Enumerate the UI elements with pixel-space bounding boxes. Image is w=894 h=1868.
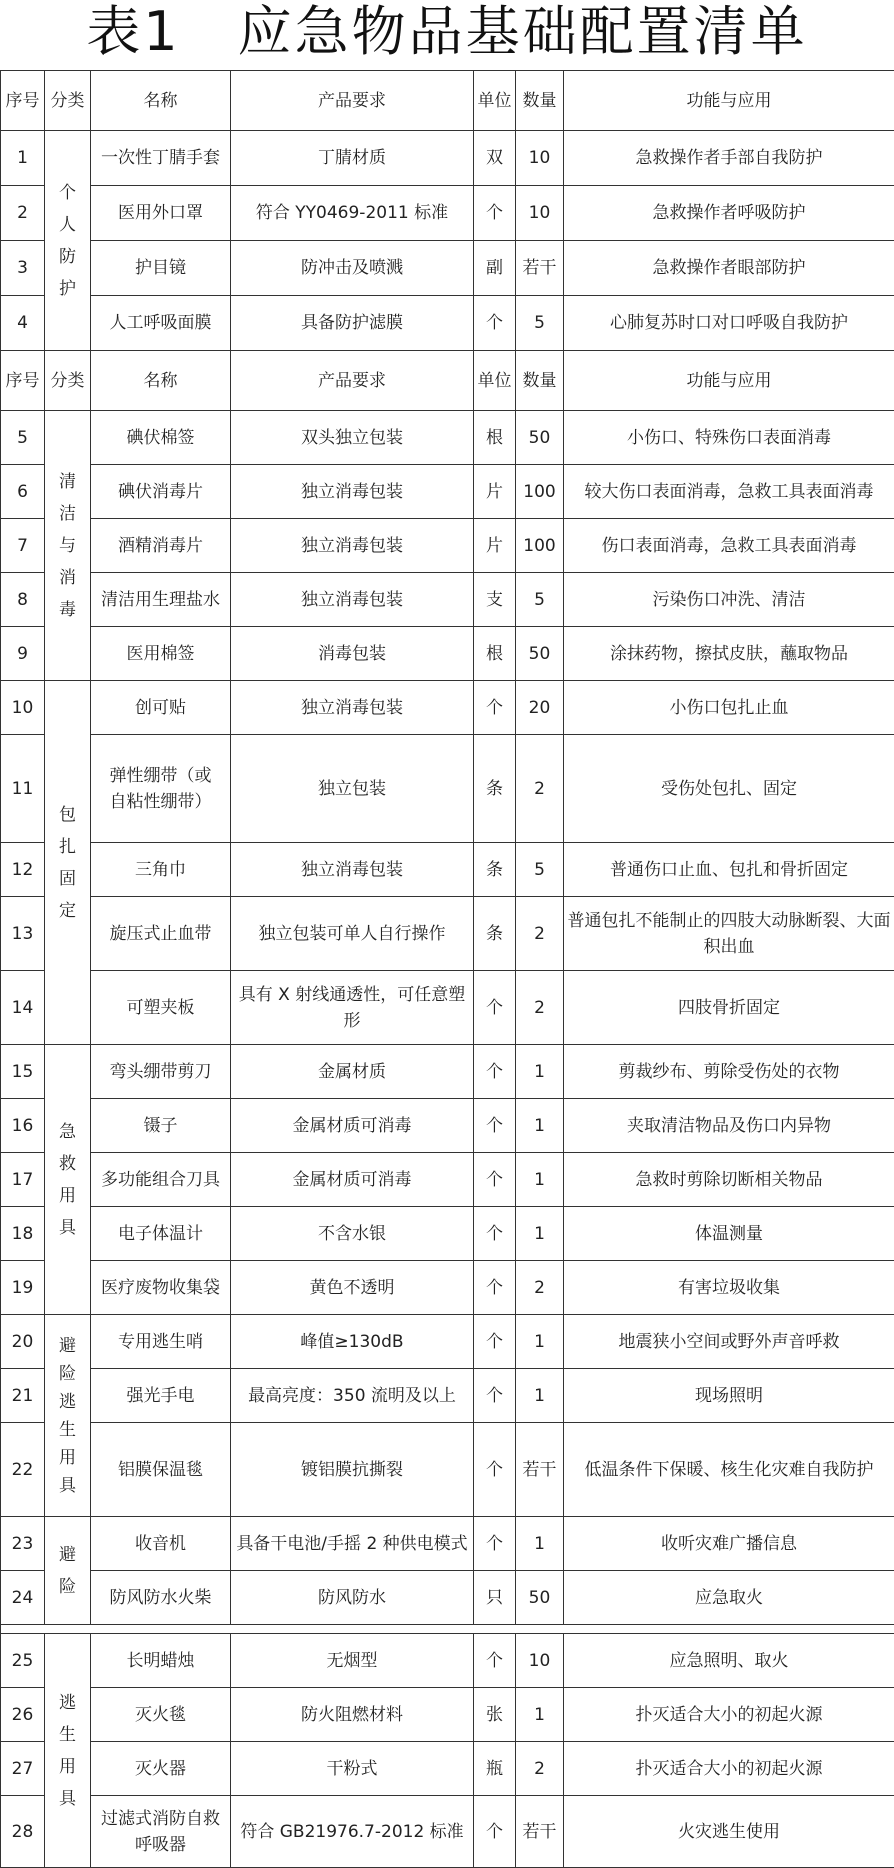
- cell-function: 现场照明: [564, 1369, 894, 1423]
- cell-quantity: 5: [516, 296, 564, 351]
- cell-no: 3: [1, 241, 45, 296]
- cell-function: 急救时剪除切断相关物品: [564, 1153, 894, 1207]
- table-row: [1, 1261, 894, 1315]
- cell-no: 2: [1, 186, 45, 241]
- cell-quantity: 5: [516, 843, 564, 897]
- cell-unit: 条: [474, 735, 516, 843]
- cell-unit: 条: [474, 897, 516, 971]
- category-escape-tools: [45, 1315, 91, 1517]
- table-row: [1, 519, 894, 573]
- cell-function: 受伤处包扎、固定: [564, 735, 894, 843]
- cell-quantity: 1: [516, 1207, 564, 1261]
- cell-no: 16: [1, 1099, 45, 1153]
- cell-function: 四肢骨折固定: [564, 971, 894, 1045]
- header-unit: 单位: [474, 351, 516, 411]
- cell-no: 1: [1, 131, 45, 186]
- cell-quantity: 10: [516, 1634, 564, 1688]
- cell-function: 夹取清洁物品及伤口内异物: [564, 1099, 894, 1153]
- cell-requirement: 镀铝膜抗撕裂: [231, 1423, 474, 1517]
- header-requirement: 产品要求: [231, 71, 474, 131]
- cell-name: 医用外口罩: [91, 186, 231, 241]
- table-row: [1, 1688, 894, 1742]
- cell-requirement: 独立包装可单人自行操作: [231, 897, 474, 971]
- cell-unit: 个: [474, 1423, 516, 1517]
- cell-quantity: 2: [516, 897, 564, 971]
- table-row: [1, 411, 894, 465]
- cell-unit: 个: [474, 971, 516, 1045]
- table-row: [1, 971, 894, 1045]
- cell-requirement: 独立消毒包装: [231, 681, 474, 735]
- cell-function: 地震狭小空间或野外声音呼救: [564, 1315, 894, 1369]
- cell-unit: 个: [474, 1207, 516, 1261]
- table-row: [1, 735, 894, 843]
- cell-unit: 个: [474, 1153, 516, 1207]
- cell-name: 清洁用生理盐水: [91, 573, 231, 627]
- cell-unit: 双: [474, 131, 516, 186]
- cell-name: 铝膜保温毯: [91, 1423, 231, 1517]
- cell-function: 小伤口、特殊伤口表面消毒: [564, 411, 894, 465]
- cell-no: 7: [1, 519, 45, 573]
- cell-name: 护目镜: [91, 241, 231, 296]
- cell-no: 26: [1, 1688, 45, 1742]
- cell-quantity: 100: [516, 465, 564, 519]
- category-first-aid-tools: [45, 1045, 91, 1315]
- cell-quantity: 2: [516, 971, 564, 1045]
- cell-no: 11: [1, 735, 45, 843]
- header-function: 功能与应用: [564, 351, 894, 411]
- category-label: 急救用具: [58, 1116, 77, 1244]
- cell-no: 18: [1, 1207, 45, 1261]
- cell-function: 急救操作者眼部防护: [564, 241, 894, 296]
- cell-requirement: 无烟型: [231, 1634, 474, 1688]
- category-label: 清洁与消毒: [58, 466, 77, 626]
- cell-unit: 张: [474, 1688, 516, 1742]
- cell-requirement: 防冲击及喷溅: [231, 241, 474, 296]
- cell-unit: 个: [474, 1517, 516, 1571]
- cell-no: 28: [1, 1796, 45, 1868]
- cell-requirement: 独立消毒包装: [231, 465, 474, 519]
- cell-no: 27: [1, 1742, 45, 1796]
- cell-name: 碘伏消毒片: [91, 465, 231, 519]
- cell-name: 多功能组合刀具: [91, 1153, 231, 1207]
- cell-function: 扑灭适合大小的初起火源: [564, 1742, 894, 1796]
- cell-name: 灭火毯: [91, 1688, 231, 1742]
- cell-quantity: 10: [516, 186, 564, 241]
- cell-function: 应急取火: [564, 1571, 894, 1625]
- cell-quantity: 5: [516, 573, 564, 627]
- cell-requirement: 消毒包装: [231, 627, 474, 681]
- cell-requirement: 金属材质: [231, 1045, 474, 1099]
- cell-name: 医用棉签: [91, 627, 231, 681]
- cell-quantity: 50: [516, 411, 564, 465]
- header-quantity: 数量: [516, 71, 564, 131]
- cell-quantity: 1: [516, 1517, 564, 1571]
- cell-quantity: 1: [516, 1045, 564, 1099]
- supply-table: [0, 70, 894, 1868]
- cell-quantity: 1: [516, 1153, 564, 1207]
- cell-name: 镊子: [91, 1099, 231, 1153]
- category-label: 包扎固定: [58, 799, 77, 927]
- cell-unit: 个: [474, 681, 516, 735]
- category-label: 个人防护: [58, 177, 77, 305]
- cell-quantity: 100: [516, 519, 564, 573]
- cell-quantity: 1: [516, 1369, 564, 1423]
- header-no: 序号: [1, 351, 45, 411]
- cell-requirement: 金属材质可消毒: [231, 1153, 474, 1207]
- category-label: 逃生用具: [58, 1687, 77, 1815]
- cell-function: 伤口表面消毒，急救工具表面消毒: [564, 519, 894, 573]
- cell-name: 旋压式止血带: [91, 897, 231, 971]
- cell-no: 23: [1, 1517, 45, 1571]
- cell-function: 扑灭适合大小的初起火源: [564, 1688, 894, 1742]
- cell-no: 17: [1, 1153, 45, 1207]
- cell-function: 小伤口包扎止血: [564, 681, 894, 735]
- cell-unit: 个: [474, 1634, 516, 1688]
- table-row: [1, 296, 894, 351]
- table-row: [1, 1369, 894, 1423]
- cell-no: 21: [1, 1369, 45, 1423]
- cell-name: 弹性绷带（或自粘性绷带）: [91, 735, 231, 843]
- cell-name: 强光手电: [91, 1369, 231, 1423]
- cell-quantity: 50: [516, 1571, 564, 1625]
- header-name: 名称: [91, 71, 231, 131]
- header-no: 序号: [1, 71, 45, 131]
- table-row: [1, 627, 894, 681]
- table-row: [1, 241, 894, 296]
- cell-unit: 只: [474, 1571, 516, 1625]
- cell-no: 20: [1, 1315, 45, 1369]
- cell-requirement: 独立包装: [231, 735, 474, 843]
- cell-unit: 个: [474, 1261, 516, 1315]
- cell-unit: 片: [474, 465, 516, 519]
- table-row: [1, 1571, 894, 1625]
- cell-name: 一次性丁腈手套: [91, 131, 231, 186]
- cell-name: 酒精消毒片: [91, 519, 231, 573]
- cell-requirement: 不含水银: [231, 1207, 474, 1261]
- header-row: [1, 71, 894, 131]
- header-name: 名称: [91, 351, 231, 411]
- table-row: [1, 1742, 894, 1796]
- cell-no: 24: [1, 1571, 45, 1625]
- cell-name: 人工呼吸面膜: [91, 296, 231, 351]
- cell-no: 12: [1, 843, 45, 897]
- cell-unit: 根: [474, 411, 516, 465]
- cell-quantity: 2: [516, 1742, 564, 1796]
- header-requirement: 产品要求: [231, 351, 474, 411]
- cell-requirement: 独立消毒包装: [231, 573, 474, 627]
- cell-unit: 片: [474, 519, 516, 573]
- cell-no: 22: [1, 1423, 45, 1517]
- cell-quantity: 1: [516, 1315, 564, 1369]
- table-row: [1, 1045, 894, 1099]
- cell-unit: 瓶: [474, 1742, 516, 1796]
- table-row: [1, 465, 894, 519]
- cell-name: 专用逃生哨: [91, 1315, 231, 1369]
- cell-requirement: 独立消毒包装: [231, 519, 474, 573]
- cell-name: 电子体温计: [91, 1207, 231, 1261]
- cell-no: 4: [1, 296, 45, 351]
- table-row: [1, 573, 894, 627]
- cell-quantity: 2: [516, 735, 564, 843]
- cell-quantity: 1: [516, 1099, 564, 1153]
- cell-unit: 个: [474, 1099, 516, 1153]
- category-label: 避险: [58, 1539, 77, 1603]
- cell-name: 创可贴: [91, 681, 231, 735]
- table-row: [1, 1315, 894, 1369]
- cell-unit: 个: [474, 1315, 516, 1369]
- cell-function: 体温测量: [564, 1207, 894, 1261]
- cell-quantity: 50: [516, 627, 564, 681]
- cell-function: 火灾逃生使用: [564, 1796, 894, 1868]
- cell-function: 低温条件下保暖、核生化灾难自我防护: [564, 1423, 894, 1517]
- cell-name: 长明蜡烛: [91, 1634, 231, 1688]
- cell-unit: 条: [474, 843, 516, 897]
- category-cleaning: [45, 411, 91, 681]
- cell-name: 收音机: [91, 1517, 231, 1571]
- cell-unit: 副: [474, 241, 516, 296]
- cell-no: 5: [1, 411, 45, 465]
- table-row: [1, 1634, 894, 1688]
- category-escape: [45, 1517, 91, 1625]
- cell-no: 13: [1, 897, 45, 971]
- cell-function: 涂抹药物，擦拭皮肤，蘸取物品: [564, 627, 894, 681]
- cell-quantity: 若干: [516, 1796, 564, 1868]
- cell-requirement: 丁腈材质: [231, 131, 474, 186]
- cell-quantity: 10: [516, 131, 564, 186]
- cell-function: 较大伤口表面消毒，急救工具表面消毒: [564, 465, 894, 519]
- cell-requirement: 符合 GB21976.7-2012 标准: [231, 1796, 474, 1868]
- header-function: 功能与应用: [564, 71, 894, 131]
- cell-quantity: 2: [516, 1261, 564, 1315]
- header-category: 分类: [45, 351, 91, 411]
- cell-unit: 根: [474, 627, 516, 681]
- table-row: [1, 843, 894, 897]
- cell-requirement: 峰值≥130dB: [231, 1315, 474, 1369]
- cell-unit: 个: [474, 296, 516, 351]
- cell-unit: 个: [474, 1045, 516, 1099]
- cell-function: 急救操作者呼吸防护: [564, 186, 894, 241]
- cell-requirement: 独立消毒包装: [231, 843, 474, 897]
- cell-quantity: 若干: [516, 1423, 564, 1517]
- table-row: [1, 1423, 894, 1517]
- table-row: [1, 186, 894, 241]
- cell-no: 19: [1, 1261, 45, 1315]
- cell-requirement: 最高亮度：350 流明及以上: [231, 1369, 474, 1423]
- cell-name: 三角巾: [91, 843, 231, 897]
- table-row: [1, 1207, 894, 1261]
- cell-requirement: 黄色不透明: [231, 1261, 474, 1315]
- table-row: [1, 681, 894, 735]
- cell-quantity: 1: [516, 1688, 564, 1742]
- cell-function: 普通伤口止血、包扎和骨折固定: [564, 843, 894, 897]
- cell-quantity: 若干: [516, 241, 564, 296]
- cell-requirement: 具备防护滤膜: [231, 296, 474, 351]
- cell-function: 心肺复苏时口对口呼吸自我防护: [564, 296, 894, 351]
- cell-requirement: 防风防水: [231, 1571, 474, 1625]
- category-bandaging: [45, 681, 91, 1045]
- cell-name: 弯头绷带剪刀: [91, 1045, 231, 1099]
- cell-name: 过滤式消防自救呼吸器: [91, 1796, 231, 1868]
- cell-no: 10: [1, 681, 45, 735]
- cell-unit: 个: [474, 186, 516, 241]
- cell-requirement: 双头独立包装: [231, 411, 474, 465]
- table-row: [1, 897, 894, 971]
- category-personal-protection: [45, 131, 91, 351]
- table-row: [1, 1153, 894, 1207]
- table-row: [1, 1796, 894, 1868]
- cell-function: 收听灾难广播信息: [564, 1517, 894, 1571]
- table-row: [1, 131, 894, 186]
- cell-requirement: 符合 YY0469-2011 标准: [231, 186, 474, 241]
- cell-unit: 支: [474, 573, 516, 627]
- header-unit: 单位: [474, 71, 516, 131]
- category-escape-tools-2: [45, 1634, 91, 1868]
- table-row: [1, 1099, 894, 1153]
- table-gap: [1, 1625, 894, 1634]
- cell-function: 有害垃圾收集: [564, 1261, 894, 1315]
- cell-no: 15: [1, 1045, 45, 1099]
- cell-name: 可塑夹板: [91, 971, 231, 1045]
- cell-name: 碘伏棉签: [91, 411, 231, 465]
- table-row: [1, 1517, 894, 1571]
- header-category: 分类: [45, 71, 91, 131]
- cell-requirement: 干粉式: [231, 1742, 474, 1796]
- cell-function: 剪裁纱布、剪除受伤处的衣物: [564, 1045, 894, 1099]
- cell-function: 应急照明、取火: [564, 1634, 894, 1688]
- cell-requirement: 防火阻燃材料: [231, 1688, 474, 1742]
- cell-no: 9: [1, 627, 45, 681]
- cell-name: 灭火器: [91, 1742, 231, 1796]
- header-row: [1, 351, 894, 411]
- header-quantity: 数量: [516, 351, 564, 411]
- cell-function: 污染伤口冲洗、清洁: [564, 573, 894, 627]
- table-title: 表1 应急物品基础配置清单: [0, 0, 894, 64]
- cell-no: 25: [1, 1634, 45, 1688]
- cell-no: 14: [1, 971, 45, 1045]
- category-label: 避险逃生用具: [58, 1332, 77, 1500]
- cell-requirement: 金属材质可消毒: [231, 1099, 474, 1153]
- cell-quantity: 20: [516, 681, 564, 735]
- cell-no: 6: [1, 465, 45, 519]
- cell-function: 普通包扎不能制止的四肢大动脉断裂、大面积出血: [564, 897, 894, 971]
- cell-function: 急救操作者手部自我防护: [564, 131, 894, 186]
- cell-name: 防风防水火柴: [91, 1571, 231, 1625]
- cell-requirement: 具备干电池/手摇 2 种供电模式: [231, 1517, 474, 1571]
- cell-unit: 个: [474, 1369, 516, 1423]
- cell-requirement: 具有 X 射线通透性，可任意塑形: [231, 971, 474, 1045]
- cell-unit: 个: [474, 1796, 516, 1868]
- cell-name: 医疗废物收集袋: [91, 1261, 231, 1315]
- cell-no: 8: [1, 573, 45, 627]
